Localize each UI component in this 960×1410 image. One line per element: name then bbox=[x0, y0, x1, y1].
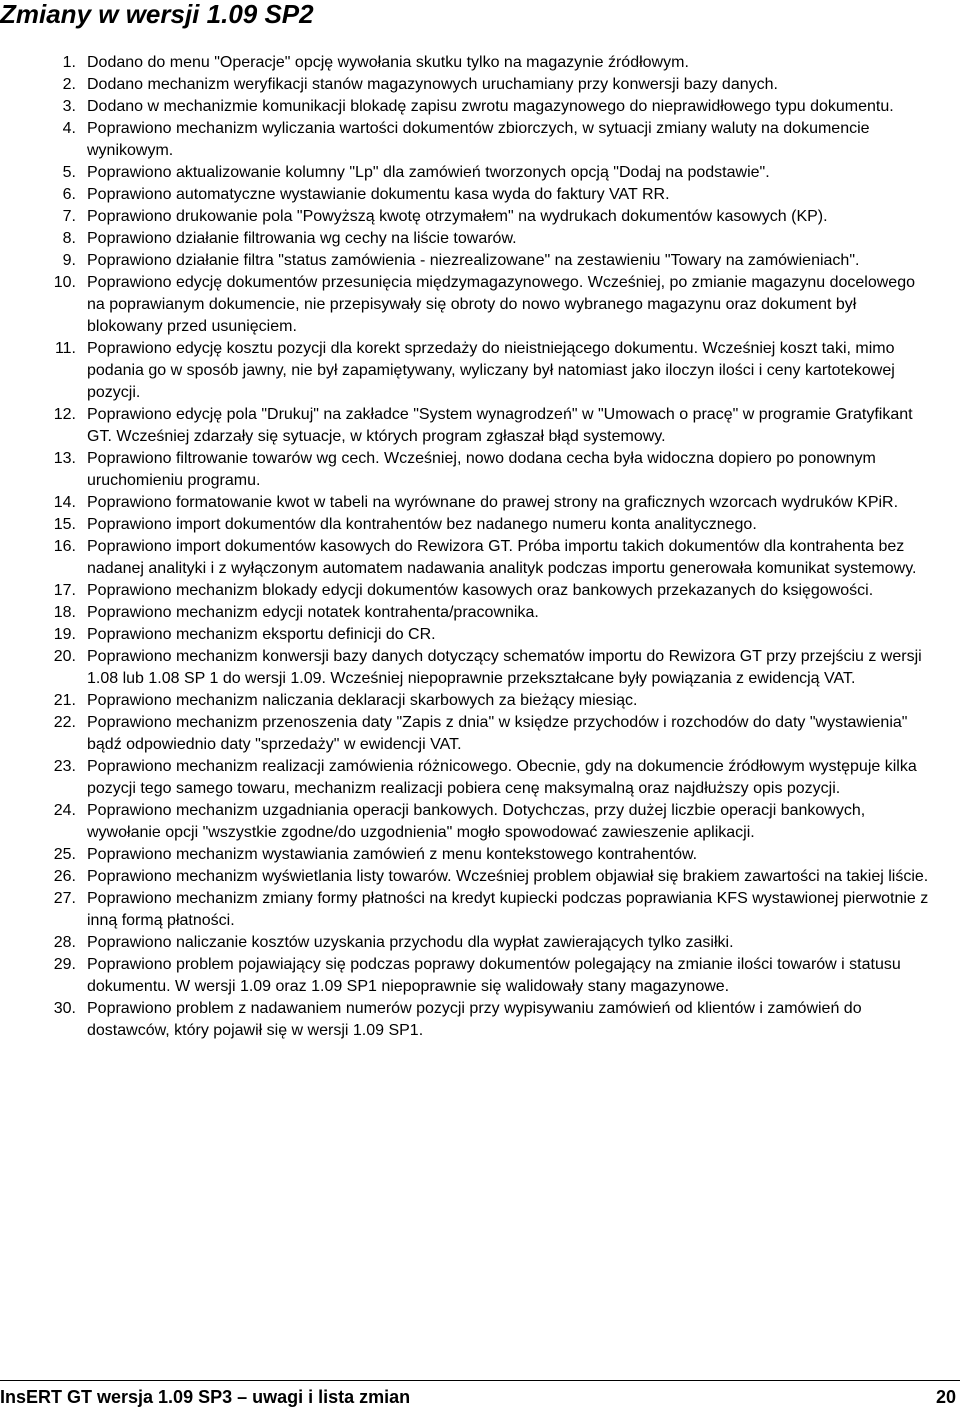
list-item bbox=[0, 888, 935, 932]
item-number: 17. bbox=[53, 582, 76, 599]
item-number: 28. bbox=[53, 934, 76, 951]
item-number: 21. bbox=[53, 692, 76, 709]
list-item bbox=[0, 800, 935, 844]
footer-title: InsERT GT wersja 1.09 SP3 – uwagi i lista zmian bbox=[0, 1387, 411, 1407]
item-text: Poprawiono mechanizm naliczania deklaracji skarbowych za bieżący miesiąc. bbox=[87, 692, 638, 709]
list-item bbox=[0, 602, 935, 624]
list-item bbox=[0, 690, 935, 712]
item-text: Poprawiono problem pojawiający się podczas poprawy dokumentów polegający na zmianie ilości towarów i statusu dokumentu. W wersji 1.09 oraz 1.09 SP1 niepoprawnie się walidowały stany magazynowe. bbox=[87, 956, 901, 995]
item-number: 30. bbox=[53, 1000, 76, 1017]
list-item bbox=[0, 118, 935, 162]
item-text: Poprawiono mechanizm blokady edycji dokumentów kasowych oraz bankowych przekazanych do księgowości. bbox=[87, 582, 874, 599]
item-number: 10. bbox=[53, 274, 76, 291]
list-item bbox=[0, 866, 935, 888]
item-text: Dodano mechanizm weryfikacji stanów magazynowych uruchamiany przy konwersji bazy danych. bbox=[87, 76, 778, 93]
list-item bbox=[0, 844, 935, 866]
item-text: Poprawiono import dokumentów kasowych do Rewizora GT. Próba importu takich dokumentów dla kontrahenta bez nadanej analityki i z wyłączonym automatem nadawania analityk podczas importu generowała komunikat systemowy. bbox=[87, 538, 917, 577]
item-text: Poprawiono formatowanie kwot w tabeli na wyrównane do prawej strony na graficznych wzorcach wydruków KPiR. bbox=[87, 494, 899, 511]
item-text: Poprawiono edycję dokumentów przesunięcia międzymagazynowego. Wcześniej, po zmianie magazynu docelowego na poprawianym dokumencie, nie przepisywały się obroty do nowo wybranego magazynu oraz dokument był blokowany przed usunięciem. bbox=[87, 274, 915, 335]
item-text: Poprawiono mechanizm zmiany formy płatności na kredyt kupiecki podczas poprawiania KFS wystawionej pierwotnie z inną formą płatności. bbox=[87, 890, 929, 929]
item-number: 19. bbox=[53, 626, 76, 643]
list-item bbox=[0, 228, 935, 250]
list-item bbox=[0, 932, 935, 954]
item-number: 9. bbox=[62, 252, 76, 269]
item-number: 20. bbox=[53, 648, 76, 665]
item-number: 3. bbox=[62, 98, 76, 115]
item-number: 26. bbox=[53, 868, 76, 885]
item-text: Poprawiono edycję pola "Drukuj" na zakładce "System wynagrodzeń" w "Umowach o pracę" w programie Gratyfikant GT. Wcześniej zdarzały się sytuacje, w których program zgłaszał błąd systemowy. bbox=[87, 406, 913, 445]
item-text: Dodano do menu "Operacje" opcję wywołania skutku tylko na magazynie źródłowym. bbox=[87, 54, 689, 71]
item-text: Poprawiono mechanizm eksportu definicji do CR. bbox=[87, 626, 436, 643]
page-number: 20 bbox=[935, 1387, 956, 1407]
item-text: Poprawiono działanie filtrowania wg cechy na liście towarów. bbox=[87, 230, 517, 247]
item-text: Poprawiono mechanizm edycji notatek kontrahenta/pracownika. bbox=[87, 604, 539, 621]
item-number: 5. bbox=[62, 164, 76, 181]
page-title: Zmiany w wersji 1.09 SP2 bbox=[0, 0, 314, 29]
item-number: 24. bbox=[53, 802, 76, 819]
item-number: 16. bbox=[53, 538, 76, 555]
list-item bbox=[0, 272, 935, 338]
item-text: Poprawiono mechanizm realizacji zamówienia różnicowego. Obecnie, gdy na dokumencie źródłowym występuje kilka pozycji tego samego towaru, mechanizm realizacji pobiera cenę maksymalną oraz najdłuższy opis pozycji. bbox=[87, 758, 917, 797]
item-number: 11. bbox=[54, 340, 76, 357]
item-text: Poprawiono filtrowanie towarów wg cech. Wcześniej, nowo dodana cecha była widoczna dopiero po ponownym uruchomieniu programu. bbox=[87, 450, 876, 489]
item-number: 1. bbox=[62, 54, 76, 71]
item-text: Poprawiono mechanizm uzgadniania operacji bankowych. Dotychczas, przy dużej liczbie operacji bankowych, wywołanie opcji "wszystkie zgodne/do uzgodnienia" mogło spowodować zawieszenie aplikacji. bbox=[87, 802, 866, 841]
item-text: Poprawiono automatyczne wystawianie dokumentu kasa wyda do faktury VAT RR. bbox=[87, 186, 670, 203]
item-text: Poprawiono działanie filtra "status zamówienia - niezrealizowane" na zestawieniu "Towary na zamówieniach". bbox=[87, 252, 860, 269]
list-item bbox=[0, 52, 935, 74]
list-item bbox=[0, 712, 935, 756]
item-number: 29. bbox=[53, 956, 76, 973]
item-text: Dodano w mechanizmie komunikacji blokadę zapisu zwrotu magazynowego do nieprawidłowego typu dokumentu. bbox=[87, 98, 894, 115]
list-item bbox=[0, 492, 935, 514]
item-text: Poprawiono drukowanie pola "Powyższą kwotę otrzymałem" na wydrukach dokumentów kasowych (KP). bbox=[87, 208, 828, 225]
item-number: 12. bbox=[53, 406, 76, 423]
item-text: Poprawiono problem z nadawaniem numerów pozycji przy wypisywaniu zamówień od klientów i zamówień do dostawców, który pojawił się w wersji 1.09 SP1. bbox=[87, 1000, 862, 1039]
list-item bbox=[0, 646, 935, 690]
item-number: 22. bbox=[53, 714, 76, 731]
list-item bbox=[0, 162, 935, 184]
item-text: Poprawiono mechanizm wyliczania wartości dokumentów zbiorczych, w sytuacji zmiany waluty na dokumencie wynikowym. bbox=[87, 120, 870, 159]
footer-divider bbox=[0, 1380, 960, 1381]
item-number: 7. bbox=[62, 208, 76, 225]
item-text: Poprawiono naliczanie kosztów uzyskania przychodu dla wypłat zawierających tylko zasiłki. bbox=[87, 934, 734, 951]
page-footer bbox=[0, 1385, 960, 1409]
list-item bbox=[0, 206, 935, 228]
list-item bbox=[0, 74, 935, 96]
list-item bbox=[0, 514, 935, 536]
list-item bbox=[0, 338, 935, 404]
item-text: Poprawiono mechanizm wyświetlania listy towarów. Wcześniej problem objawiał się brakiem zawartości na takiej liście. bbox=[87, 868, 929, 885]
list-item bbox=[0, 536, 935, 580]
changes-list bbox=[0, 52, 935, 1042]
list-item bbox=[0, 250, 935, 272]
list-item bbox=[0, 404, 935, 448]
item-number: 23. bbox=[53, 758, 76, 775]
item-number: 13. bbox=[53, 450, 76, 467]
item-text: Poprawiono mechanizm przenoszenia daty "Zapis z dnia" w księdze przychodów i rozchodów do daty "wystawienia" bądź odpowiednio daty "sprzedaży" w ewidencji VAT. bbox=[87, 714, 908, 753]
list-item bbox=[0, 96, 935, 118]
list-item bbox=[0, 998, 935, 1042]
list-item bbox=[0, 580, 935, 602]
list-item bbox=[0, 954, 935, 998]
item-number: 25. bbox=[53, 846, 76, 863]
item-number: 8. bbox=[62, 230, 76, 247]
list-item bbox=[0, 624, 935, 646]
item-text: Poprawiono import dokumentów dla kontrahentów bez nadanego numeru konta analitycznego. bbox=[87, 516, 757, 533]
list-item bbox=[0, 756, 935, 800]
item-text: Poprawiono mechanizm wystawiania zamówień z menu kontekstowego kontrahentów. bbox=[87, 846, 698, 863]
item-text: Poprawiono aktualizowanie kolumny "Lp" dla zamówień tworzonych opcją "Dodaj na podstawie". bbox=[87, 164, 770, 181]
item-number: 6. bbox=[62, 186, 76, 203]
item-number: 18. bbox=[53, 604, 76, 621]
item-text: Poprawiono edycję kosztu pozycji dla korekt sprzedaży do nieistniejącego dokumentu. Wcześniej koszt taki, mimo podania go w sposób jawny, nie był zapamiętywany, wyliczany był natomiast jako iloczyn ilości i ceny kartotekowej pozycji. bbox=[87, 340, 895, 401]
item-number: 15. bbox=[53, 516, 76, 533]
list-item bbox=[0, 184, 935, 206]
item-number: 14. bbox=[53, 494, 76, 511]
item-number: 27. bbox=[53, 890, 76, 907]
item-number: 4. bbox=[62, 120, 76, 137]
item-text: Poprawiono mechanizm konwersji bazy danych dotyczący schematów importu do Rewizora GT przy przejściu z wersji 1.08 lub 1.08 SP 1 do wersji 1.09. Wcześniej niepoprawnie przekształcane były powiązania z ewidencją VAT. bbox=[87, 648, 922, 687]
item-number: 2. bbox=[62, 76, 76, 93]
list-item bbox=[0, 448, 935, 492]
